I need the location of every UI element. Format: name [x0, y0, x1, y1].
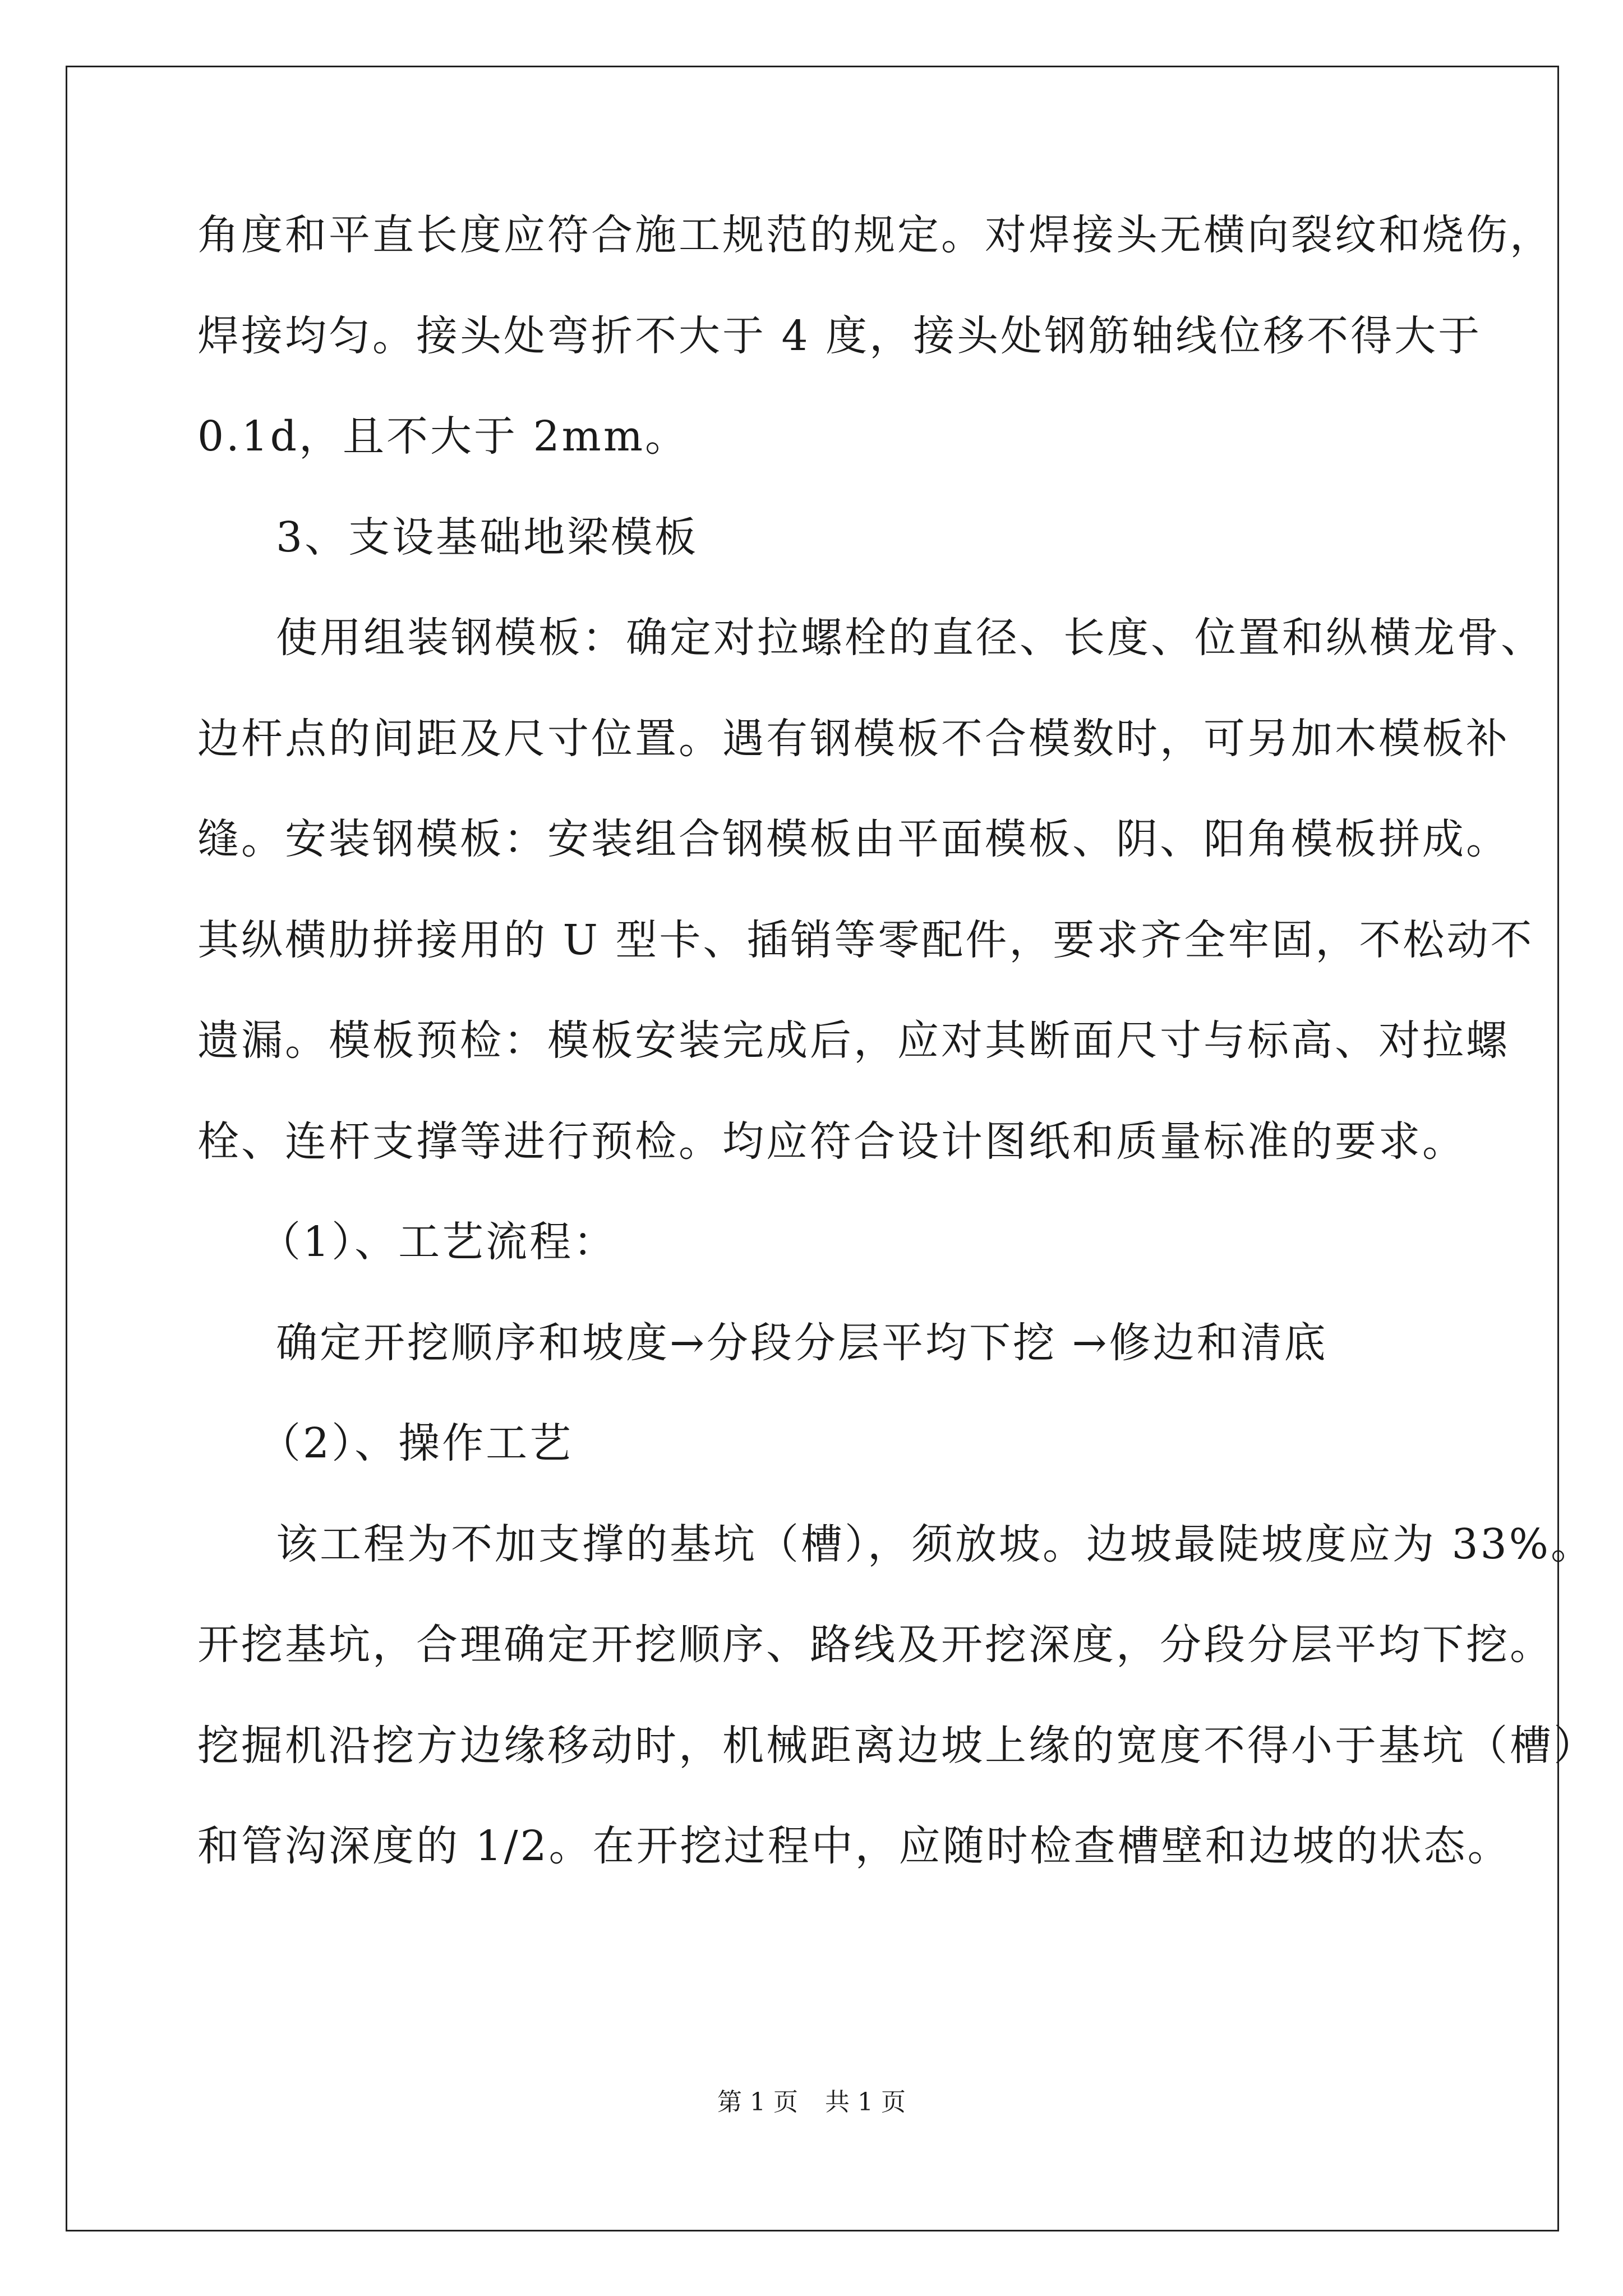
paragraph-line: 其纵横肋拼接用的 U 型卡、插销等零配件，要求齐全牢固，不松动不 [197, 915, 1534, 964]
document-body [197, 208, 1597, 1920]
subheading: （2）、操作工艺 [259, 1419, 574, 1467]
section-heading: 3、支设基础地梁模板 [276, 513, 699, 562]
paragraph-line: 角度和平直长度应符合施工规范的规定。对焊接头无横向裂纹和烧伤， [197, 211, 1553, 259]
paragraph-line: 缝。安装钢模板：安装组合钢模板由平面模板、阴、阳角模板拼成。 [197, 815, 1510, 863]
paragraph-line: 边杆点的间距及尺寸位置。遇有钢模板不合模数时，可另加木模板补 [197, 714, 1510, 763]
paragraph-line: 焊接均匀。接头处弯折不大于 4 度，接头处钢筋轴线位移不得大于 [197, 311, 1482, 360]
process-flow-line: 确定开挖顺序和坡度→分段分层平均下挖 →修边和清底 [276, 1318, 1328, 1367]
paragraph-line: 0.1d，且不大于 2mm。 [197, 412, 689, 461]
page-number: 第 1 页 [717, 2088, 798, 2116]
paragraph-line: 遗漏。模板预检：模板安装完成后，应对其断面尺寸与标高、对拉螺 [197, 1016, 1510, 1065]
page-footer [0, 2086, 1623, 2119]
paragraph-line: 该工程为不加支撑的基坑（槽），须放坡。边坡最陡坡度应为 33%。 [276, 1520, 1594, 1568]
paragraph-line: 使用组装钢模板：确定对拉螺栓的直径、长度、位置和纵横龙骨、 [276, 614, 1544, 662]
paragraph-line: 开挖基坑，合理确定开挖顺序、路线及开挖深度，分段分层平均下挖。 [197, 1621, 1553, 1669]
paragraph-line: 挖掘机沿挖方边缘移动时，机械距离边坡上缘的宽度不得小于基坑（槽） [197, 1721, 1597, 1770]
paragraph-line: 栓、连杆支撑等进行预检。均应符合设计图纸和质量标准的要求。 [197, 1117, 1466, 1166]
subheading: （1）、工艺流程： [259, 1218, 617, 1266]
page-total: 共 1 页 [825, 2088, 906, 2116]
paragraph-line: 和管沟深度的 1/2。在开挖过程中，应随时检查槽壁和边坡的状态。 [197, 1822, 1511, 1870]
